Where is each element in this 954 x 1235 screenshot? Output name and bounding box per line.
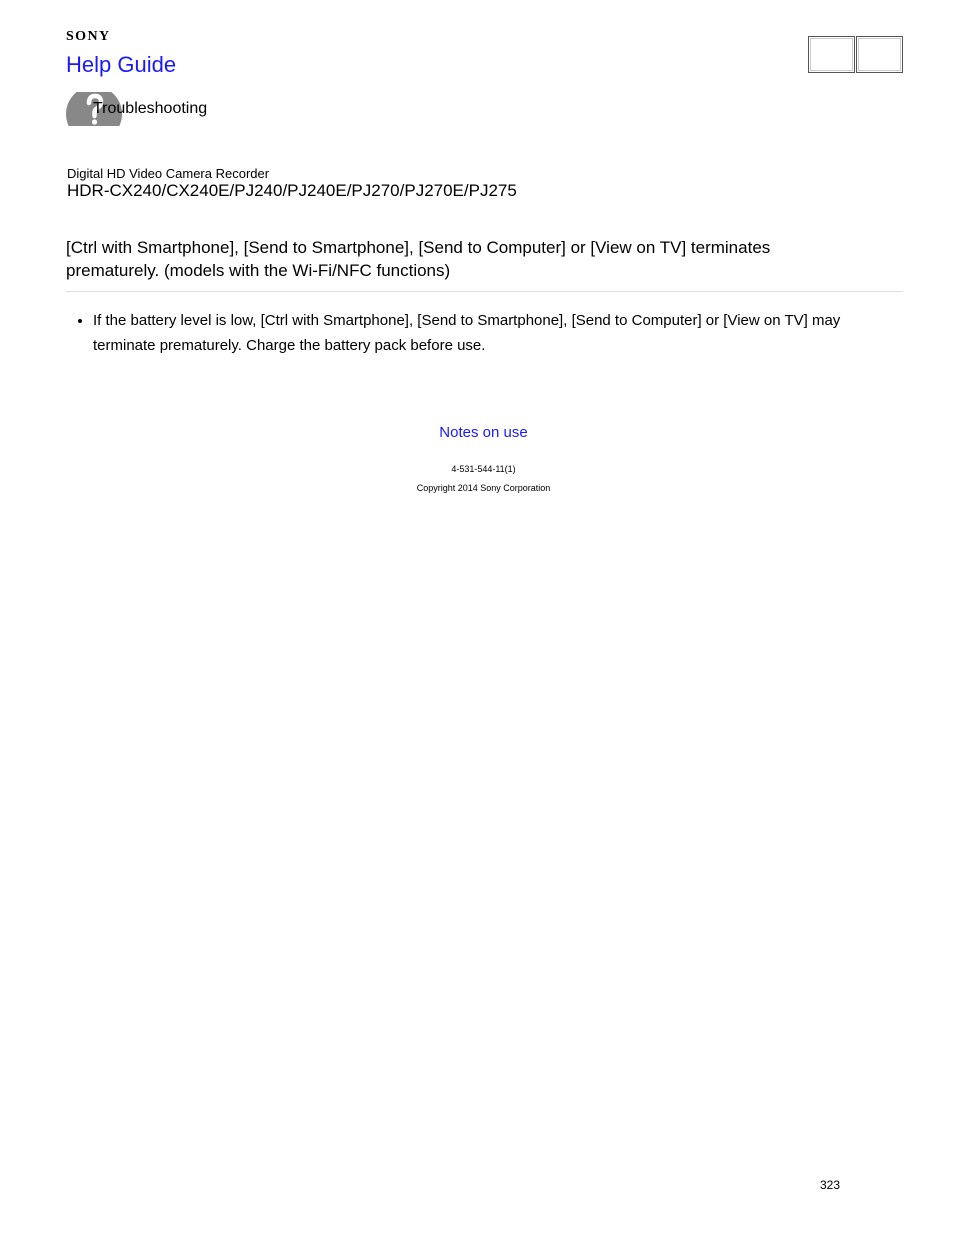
- page-number: 323: [820, 1178, 841, 1192]
- model-list: HDR-CX240/CX240E/PJ240/PJ240E/PJ270/PJ270E/PJ275: [67, 181, 517, 200]
- product-type: Digital HD Video Camera Recorder: [67, 166, 270, 181]
- article-title: [Ctrl with Smartphone], [Send to Smartphone], [Send to Computer] or [View on TV] terminates prematurely. (models with the Wi-Fi/NFC functions): [66, 238, 771, 280]
- previous-page-button[interactable]: [808, 36, 855, 73]
- next-page-button[interactable]: [856, 36, 903, 73]
- page-nav: [808, 36, 904, 73]
- list-item: • If the battery level is low, [Ctrl with Smartphone], [Send to Smartphone], [Send to Computer] or [View on TV] may terminate prematurely. Charge the battery pack before use.: [93, 308, 896, 358]
- help-guide-link[interactable]: Help Guide: [66, 52, 177, 77]
- document-code: 4-531-544-11(1): [451, 464, 516, 474]
- category-label: Troubleshooting: [93, 100, 208, 117]
- sony-logo: SONY: [66, 29, 111, 44]
- body-list: [66, 308, 896, 358]
- category-header: [66, 92, 266, 126]
- copyright: Copyright 2014 Sony Corporation: [416, 483, 551, 493]
- notes-on-use-link[interactable]: Notes on use: [439, 424, 528, 441]
- title-divider: [66, 291, 903, 292]
